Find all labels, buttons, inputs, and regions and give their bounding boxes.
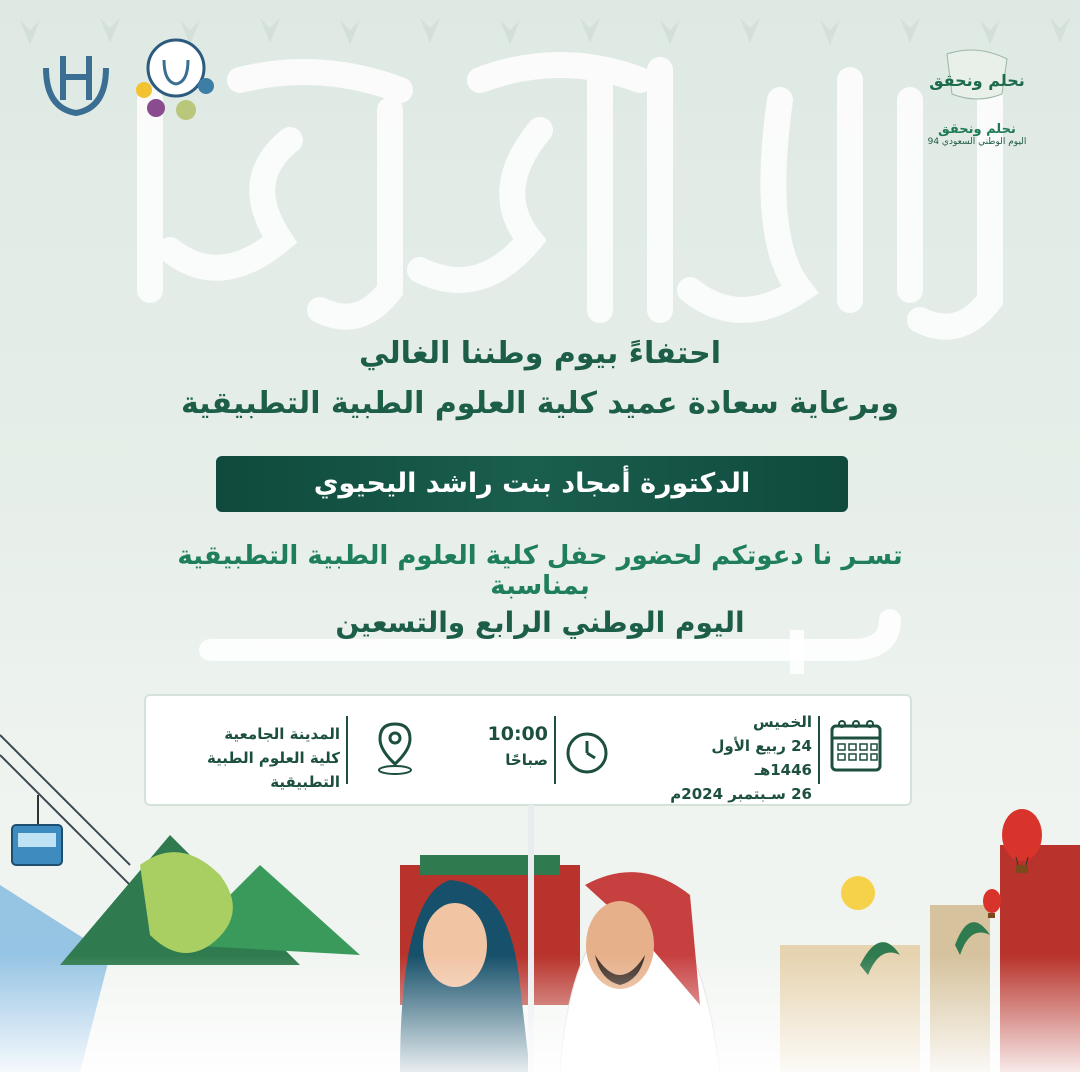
date-block	[666, 710, 812, 803]
national-day-slogan: نحلم ونحقق	[938, 122, 1016, 137]
location-block	[156, 722, 340, 802]
celebration-headline: احتفاءً بيوم وطننا الغالي	[358, 336, 721, 371]
location-college: كلية العلوم الطبية التطبيقية	[206, 749, 340, 791]
clock-icon	[564, 730, 610, 776]
sun-icon	[841, 876, 875, 910]
national-day-illustration	[0, 805, 1080, 1072]
divider-location	[346, 716, 348, 784]
gregorian-date: 26 سـبتمبر 2024م	[670, 785, 812, 803]
invitation-line: تسـر نا دعوتكم لحضور حفل كلية العلوم الطبية التطبيقية بمناسبة	[177, 541, 903, 601]
university-logo-icon	[46, 56, 106, 113]
patronage-headline: وبرعاية سعادة عميد كلية العلوم الطبية التطبيقية	[180, 386, 900, 421]
event-time: 10:00	[487, 723, 548, 745]
event-period: صباحًا	[505, 751, 548, 769]
national-day-subtitle: اليوم الوطني السعودي 94	[927, 137, 1027, 147]
occasion-title: اليوم الوطني الرابع والتسعين	[335, 606, 745, 639]
location-pin-icon	[372, 720, 418, 776]
location-campus: المدينة الجامعية	[224, 725, 340, 743]
hijri-date: 24 ربيع الأول 1446هـ	[711, 737, 812, 779]
college-logo-icon	[136, 40, 214, 120]
divider-date	[818, 716, 820, 784]
cable-car-icon	[12, 795, 62, 865]
dean-name-banner: الدكتورة أمجاد بنت راشد اليحيوي	[216, 456, 848, 512]
time-block	[472, 720, 548, 800]
event-day: الخميس	[753, 713, 812, 731]
divider-time	[554, 716, 556, 784]
event-details-card	[144, 694, 912, 806]
calendar-icon	[826, 716, 886, 776]
national-day-logo	[922, 44, 1032, 154]
national-day-script-text: نحلم ونحقق	[929, 71, 1025, 90]
university-college-logos	[36, 38, 216, 128]
national-day-emblem-icon	[929, 44, 1025, 114]
